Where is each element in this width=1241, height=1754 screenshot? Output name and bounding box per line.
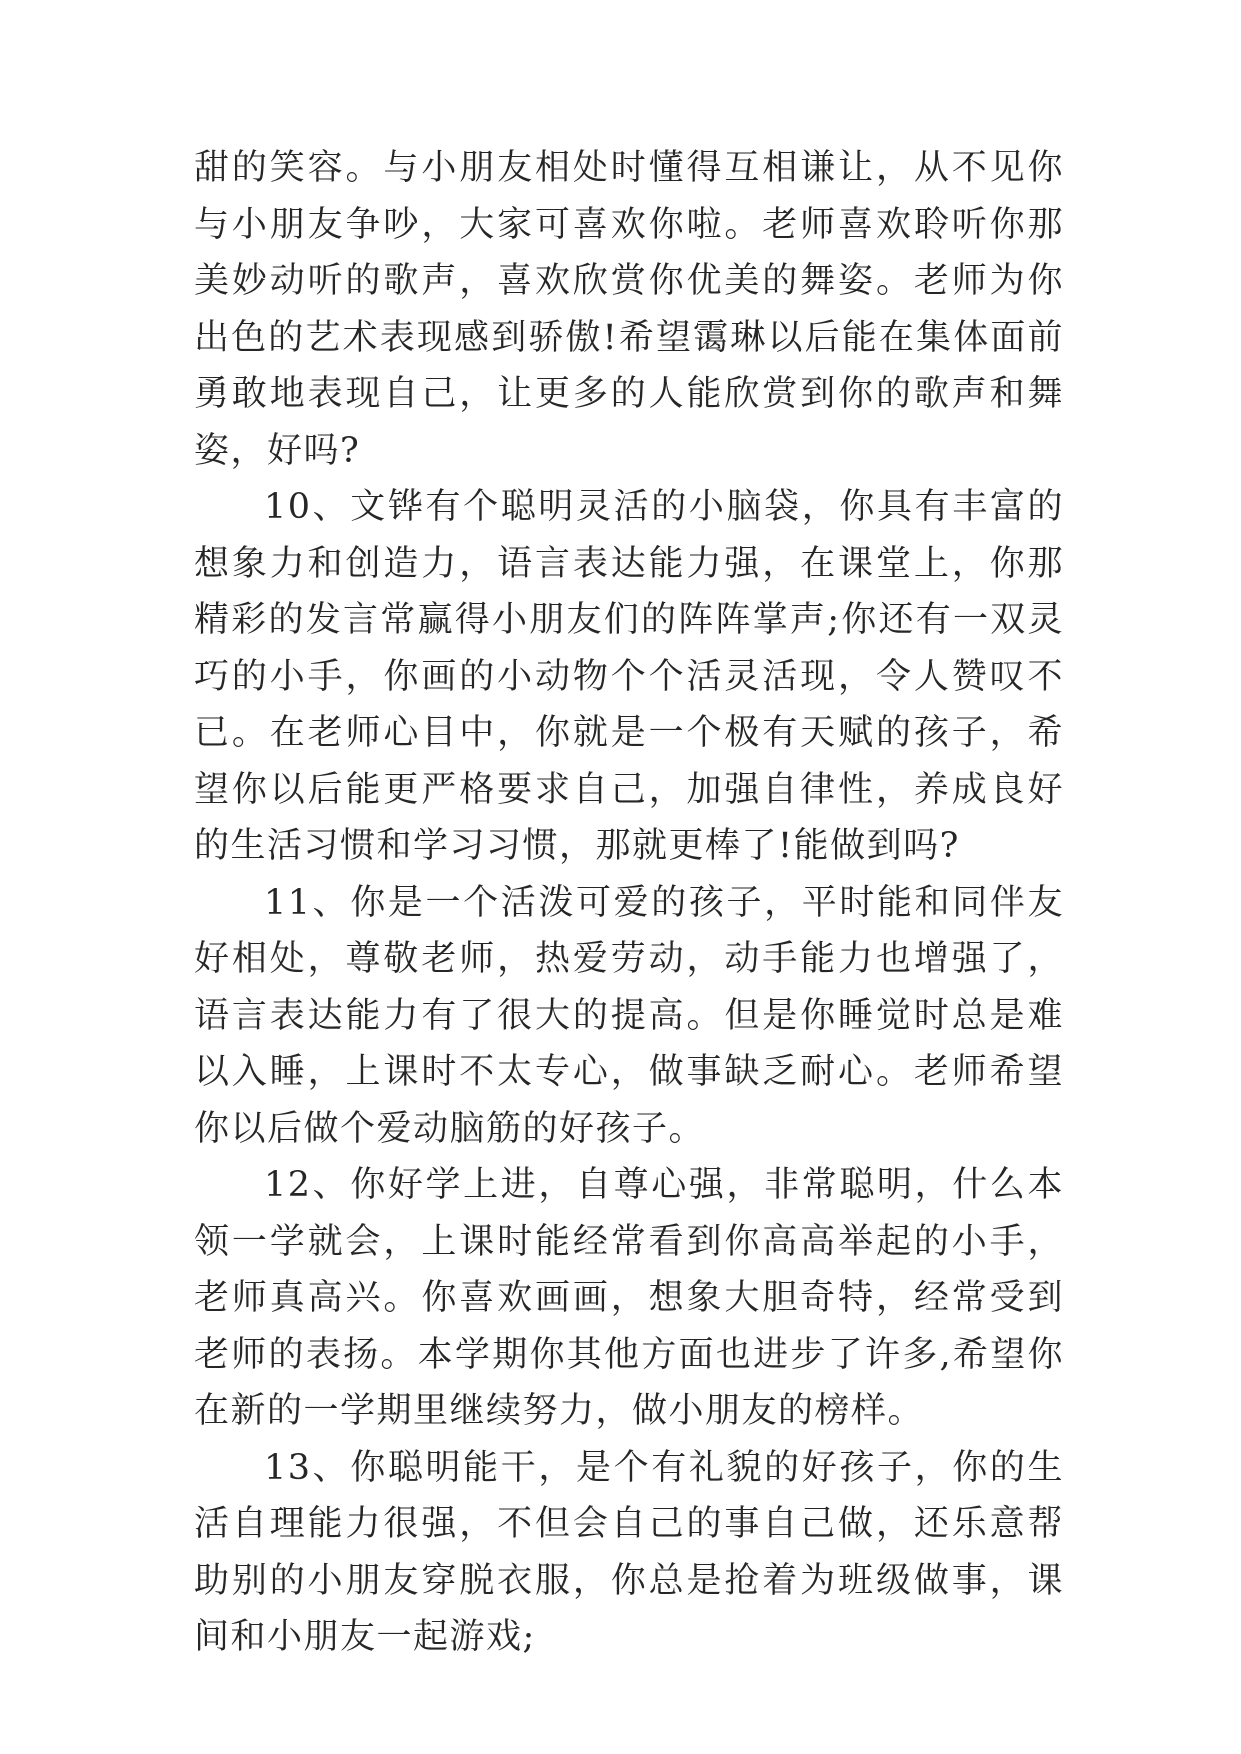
paragraph-continuation: 甜的笑容。与小朋友相处时懂得互相谦让，从不见你与小朋友争吵，大家可喜欢你啦。老师喜欢聆听你那美妙动听的歌声，喜欢欣赏你优美的舞姿。老师为你出色的艺术表现感到骄傲!希望霭琳以后能在集体面前勇敢地表现自己，让更多的人能欣赏到你的歌声和舞姿，好吗? <box>194 148 1064 471</box>
paragraph-comment-12: 12、你好学上进，自尊心强，非常聪明，什么本领一学就会，上课时能经常看到你高高举起的小手，老师真高兴。你喜欢画画，想象大胆奇特，经常受到老师的表扬。本学期你其他方面也进步了许多,希望你在新的一学期里继续努力，做小朋友的榜样。 <box>194 1165 1064 1431</box>
paragraph-comment-13: 13、你聪明能干，是个有礼貌的好孩子，你的生活自理能力很强，不但会自己的事自己做，还乐意帮助别的小朋友穿脱衣服，你总是抢着为班级做事，课间和小朋友一起游戏; <box>194 1447 1064 1657</box>
document-body <box>194 140 1064 1666</box>
paragraph-comment-10: 10、文铧有个聪明灵活的小脑袋，你具有丰富的想象力和创造力，语言表达能力强，在课堂上，你那精彩的发言常赢得小朋友们的阵阵掌声;你还有一双灵巧的小手，你画的小动物个个活灵活现，令人赞叹不已。在老师心目中，你就是一个极有天赋的孩子，希望你以后能更严格要求自己，加强自律性，养成良好的生活习惯和学习习惯，那就更棒了!能做到吗? <box>194 487 1064 866</box>
paragraph-comment-11: 11、你是一个活泼可爱的孩子，平时能和同伴友好相处，尊敬老师，热爱劳动，动手能力也增强了，语言表达能力有了很大的提高。但是你睡觉时总是难以入睡，上课时不太专心，做事缺乏耐心。老师希望你以后做个爱动脑筋的好孩子。 <box>194 882 1064 1149</box>
